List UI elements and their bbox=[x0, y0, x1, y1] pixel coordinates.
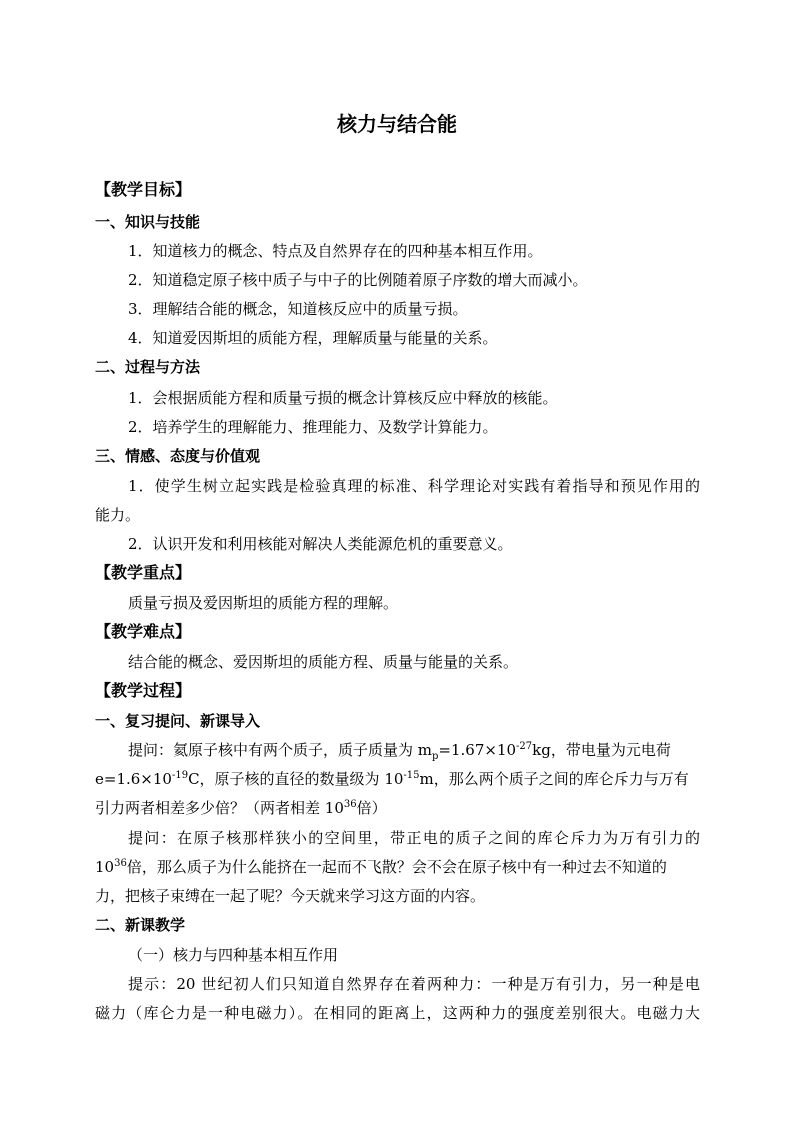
question-1-line-2: $e=1.6\times 10^{-19}C$，原子核的直径的数量级为 $10^{-15}m$，那么两个质子之间的库仑斥力与万有 bbox=[95, 770, 689, 788]
keypoint-text: 质量亏损及爱因斯坦的质能方程的理解。 bbox=[128, 594, 399, 612]
knowledge-skills-heading: 一、知识与技能 bbox=[95, 213, 201, 231]
attitude-values-heading: 三、情感、态度与价值观 bbox=[95, 447, 261, 465]
knowledge-item-1: 1．知道核力的概念、特点及自然界存在的四种基本相互作用。 bbox=[128, 242, 543, 260]
knowledge-item-3: 3．理解结合能的概念，知道核反应中的质量亏损。 bbox=[128, 300, 468, 318]
document-title: 核力与结合能 bbox=[337, 112, 457, 136]
hint-line-2: 磁力（库仑力是一种电磁力）。在相同的距离上，这两种力的强度差别很大。电磁力大 bbox=[95, 1004, 700, 1022]
attitude-item-2: 2．认识开发和利用核能对解决人类能源危机的重要意义。 bbox=[128, 535, 513, 553]
subsection-nuclear-force: （一）核力与四种基本相互作用 bbox=[128, 946, 339, 964]
attitude-item-1-line-2: 能力。 bbox=[95, 506, 141, 524]
method-item-1: 1．会根据质能方程和质量亏损的概念计算核反应中释放的核能。 bbox=[128, 389, 558, 407]
objectives-heading: 【教学目标】 bbox=[95, 180, 192, 199]
question-1-line-3: 引力两者相差多少倍？（两者相差 $10^{36}$倍） bbox=[95, 799, 387, 817]
knowledge-item-2: 2．知道稳定原子核中质子与中子的比例随着原子序数的增大而减小。 bbox=[128, 271, 588, 289]
knowledge-item-4: 4．知道爱因斯坦的质能方程，理解质量与能量的关系。 bbox=[128, 329, 498, 347]
method-item-2: 2．培养学生的理解能力、推理能力、及数学计算能力。 bbox=[128, 418, 498, 436]
question-2-line-3: 力，把核子束缚在一起了呢？今天就来学习这方面的内容。 bbox=[95, 887, 486, 905]
question-2-line-2: $10^{36}$倍，那么质子为什么能挤在一起而不飞散？会不会在原子核中有一种过去不知道的 bbox=[95, 858, 667, 876]
process-heading: 【教学过程】 bbox=[95, 681, 192, 700]
review-intro-heading: 一、复习提问、新课导入 bbox=[95, 712, 261, 730]
process-method-heading: 二、过程与方法 bbox=[95, 358, 201, 376]
hint-line-1: 提示：20 世纪初人们只知道自然界存在着两种力：一种是万有引力，另一种是电 bbox=[128, 975, 700, 993]
keypoint-heading: 【教学重点】 bbox=[95, 563, 192, 582]
question-2-line-1: 提问：在原子核那样狭小的空间里，带正电的质子之间的库仑斥力为万有引力的 bbox=[128, 829, 700, 847]
new-lesson-heading: 二、新课教学 bbox=[95, 916, 186, 934]
difficulty-text: 结合能的概念、爱因斯坦的质能方程、质量与能量的关系。 bbox=[128, 653, 519, 671]
question-1-line-1: 提问：氦原子核中有两个质子，质子质量为 $m_p=1.67\times 10^{-27}kg$，带电量为元电荷 bbox=[128, 741, 671, 762]
attitude-item-1-line-1: 1．使学生树立起实践是检验真理的标准、科学理论对实践有着指导和预见作用的 bbox=[128, 477, 700, 495]
difficulty-heading: 【教学难点】 bbox=[95, 622, 192, 641]
